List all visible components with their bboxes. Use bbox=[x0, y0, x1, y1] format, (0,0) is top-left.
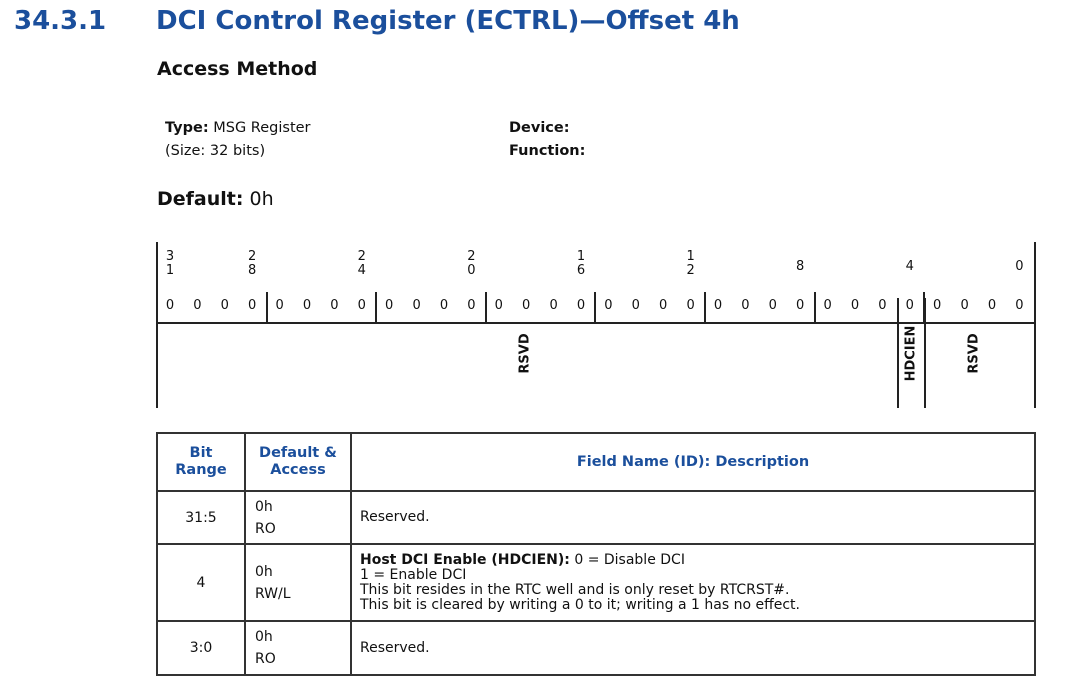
field-name: Host DCI Enable (HDCIEN): bbox=[360, 551, 570, 568]
reg-row-divider bbox=[156, 322, 1036, 324]
nibble-divider bbox=[485, 292, 487, 322]
size-value: (Size: 32 bits) bbox=[165, 143, 266, 159]
bit-value: 0 bbox=[576, 298, 586, 313]
bit-value: 0 bbox=[823, 298, 832, 313]
bit-value: 0 bbox=[549, 298, 558, 313]
default-label: Default: bbox=[157, 188, 244, 210]
reg-right-border bbox=[1034, 242, 1036, 408]
bit-value: 0 bbox=[330, 298, 339, 313]
bit-value: 0 bbox=[987, 298, 997, 313]
nibble-divider bbox=[704, 292, 706, 322]
col-header-description: Field Name (ID): Description bbox=[351, 433, 1035, 491]
bit-value: 0 bbox=[878, 298, 887, 313]
access-method-heading: Access Method bbox=[157, 58, 318, 80]
type-info bbox=[165, 117, 311, 163]
bit-position-label: 2 4 bbox=[357, 249, 366, 278]
bit-position-label: 1 2 bbox=[686, 249, 695, 278]
bit-value: 0 bbox=[412, 298, 421, 313]
field-hdcien: HDCIEN bbox=[903, 325, 919, 382]
bit-value: 0 bbox=[193, 298, 202, 313]
bit-position-label: 8 bbox=[796, 259, 805, 274]
bit-value: 0 bbox=[357, 298, 366, 313]
bit-value: 0 bbox=[604, 298, 613, 313]
field-rsvd-low: RSVD bbox=[966, 333, 982, 374]
default-access: 0h RW/L bbox=[245, 544, 351, 621]
bit-range: 4 bbox=[157, 544, 245, 621]
bit-value: 0 bbox=[522, 298, 531, 313]
default-val: 0h bbox=[249, 188, 274, 210]
bit-value: 0 bbox=[385, 298, 394, 313]
bit-value: 0 bbox=[796, 298, 805, 313]
bit-value: 0 bbox=[741, 298, 750, 313]
table-row bbox=[157, 544, 1035, 621]
nibble-divider bbox=[923, 292, 925, 322]
field-divider-hdcien-left bbox=[897, 298, 899, 408]
bit-value: 0 bbox=[713, 298, 723, 313]
bit-position-label: 0 bbox=[1015, 259, 1024, 274]
col-header-default-access: Default & Access bbox=[245, 433, 351, 491]
device-label: Device: bbox=[509, 120, 570, 136]
bit-range: 31:5 bbox=[157, 491, 245, 544]
bit-value: 0 bbox=[494, 298, 503, 313]
field-description: Host DCI Enable (HDCIEN): 0 = Disable DCI 1 = Enable DCI This bit resides in the RTC well and is only reset by RTCRST#. This bit is cleared by writing a 0 to it; writing a 1 has no effect. bbox=[351, 544, 1035, 621]
bit-value: 0 bbox=[905, 298, 914, 313]
nibble-divider bbox=[814, 292, 816, 322]
bit-value: 0 bbox=[659, 298, 668, 313]
nibble-divider bbox=[266, 292, 268, 322]
field-description: Reserved. bbox=[351, 491, 1035, 544]
bit-value: 0 bbox=[275, 298, 284, 313]
bit-position-label: 1 6 bbox=[576, 249, 586, 278]
register-diagram bbox=[156, 242, 1036, 408]
type-label: Type: bbox=[165, 120, 209, 136]
type-value: MSG Register bbox=[213, 120, 311, 136]
field-description-table bbox=[156, 432, 1036, 676]
bit-position-label: 3 1 bbox=[165, 249, 175, 278]
col-header-bit-range: Bit Range bbox=[157, 433, 245, 491]
bit-value: 0 bbox=[850, 298, 860, 313]
bit-value: 0 bbox=[248, 298, 257, 313]
bit-value: 0 bbox=[686, 298, 695, 313]
bit-value: 0 bbox=[631, 298, 640, 313]
bit-value: 0 bbox=[933, 298, 942, 313]
bit-value: 0 bbox=[1015, 298, 1024, 313]
bit-value: 0 bbox=[960, 298, 969, 313]
bit-position-label: 2 0 bbox=[467, 249, 476, 278]
field-rsvd-high: RSVD bbox=[517, 333, 533, 374]
bit-value: 0 bbox=[165, 298, 175, 313]
table-row bbox=[157, 621, 1035, 675]
table-row bbox=[157, 491, 1035, 544]
nibble-divider bbox=[594, 292, 596, 322]
section-number: 34.3.1 bbox=[14, 6, 107, 36]
section-title: DCI Control Register (ECTRL)—Offset 4h bbox=[156, 6, 740, 36]
device-info bbox=[509, 117, 585, 163]
bit-position-label: 2 8 bbox=[248, 249, 257, 278]
function-label: Function: bbox=[509, 143, 586, 159]
default-access: 0h RO bbox=[245, 491, 351, 544]
default-access: 0h RO bbox=[245, 621, 351, 675]
bit-position-label: 4 bbox=[905, 259, 914, 274]
bit-value: 0 bbox=[302, 298, 312, 313]
reg-left-border bbox=[156, 242, 158, 408]
default-value bbox=[157, 188, 274, 210]
bit-value: 0 bbox=[768, 298, 777, 313]
field-description: Reserved. bbox=[351, 621, 1035, 675]
bit-value: 0 bbox=[439, 298, 449, 313]
bit-value: 0 bbox=[220, 298, 229, 313]
bit-range: 3:0 bbox=[157, 621, 245, 675]
nibble-divider bbox=[375, 292, 377, 322]
bit-value: 0 bbox=[467, 298, 476, 313]
